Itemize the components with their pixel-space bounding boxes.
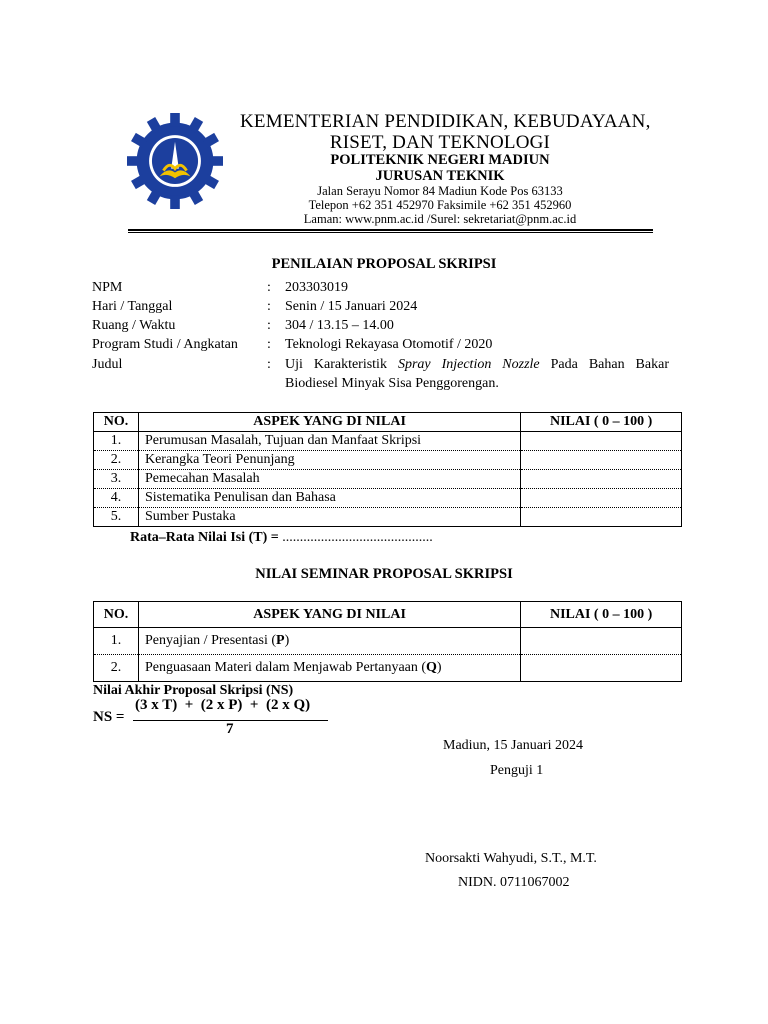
table-row bbox=[94, 628, 682, 655]
average-label: Rata–Rata Nilai Isi (T) = bbox=[130, 530, 279, 545]
ns-symbol: NS = bbox=[93, 709, 125, 725]
section-title-penilaian: PENILAIAN PROPOSAL SKRIPSI bbox=[271, 256, 497, 272]
row-number: 5. bbox=[94, 508, 139, 527]
title-label: Judul bbox=[92, 357, 123, 372]
room-value: 304 / 13.15 – 14.00 bbox=[285, 318, 394, 333]
row-score-cell[interactable] bbox=[521, 470, 682, 489]
npm-label: NPM bbox=[92, 280, 123, 295]
date-label: Hari / Tanggal bbox=[92, 299, 173, 314]
row-score-cell[interactable] bbox=[521, 489, 682, 508]
ministry-line-1: KEMENTERIAN PENDIDIKAN, KEBUDAYAAN, bbox=[240, 111, 651, 132]
row-score-cell[interactable] bbox=[521, 508, 682, 527]
aspect-text: ) bbox=[284, 633, 290, 648]
col-header-aspect: ASPEK YANG DI NILAI bbox=[138, 602, 520, 628]
letterhead-rule-thin bbox=[128, 232, 653, 233]
section-title-seminar: NILAI SEMINAR PROPOSAL SKRIPSI bbox=[255, 566, 513, 582]
date-value: Senin / 15 Januari 2024 bbox=[285, 299, 418, 314]
department-name: JURUSAN TEKNIK bbox=[375, 168, 505, 184]
institution-name: POLITEKNIK NEGERI MADIUN bbox=[330, 152, 550, 168]
row-score-cell[interactable] bbox=[521, 451, 682, 470]
table-row bbox=[94, 470, 682, 489]
politeknik-negeri-madiun-logo bbox=[127, 113, 223, 209]
col-header-no: NO. bbox=[94, 413, 139, 432]
row-score-cell[interactable] bbox=[521, 628, 682, 655]
formula-denominator: 7 bbox=[226, 721, 234, 737]
assessment-table bbox=[93, 412, 682, 527]
aspect-symbol: Q bbox=[426, 660, 437, 675]
row-score-cell[interactable] bbox=[521, 655, 682, 682]
table-row bbox=[94, 655, 682, 682]
row-aspect: Sumber Pustaka bbox=[138, 508, 520, 527]
table-row bbox=[94, 508, 682, 527]
npm-row bbox=[92, 280, 672, 299]
thesis-title-part: Pada Bahan Bakar bbox=[539, 357, 669, 372]
aspect-text: ) bbox=[436, 660, 442, 675]
examiner-name: Noorsakti Wahyudi, S.T., M.T. bbox=[425, 851, 597, 866]
table-row bbox=[94, 451, 682, 470]
program-label: Program Studi / Angkatan bbox=[92, 337, 238, 352]
npm-value: 203303019 bbox=[285, 280, 348, 295]
program-row bbox=[92, 337, 672, 356]
aspect-symbol: P bbox=[276, 633, 285, 648]
colon: : bbox=[267, 357, 271, 372]
address-line: Jalan Serayu Nomor 84 Madiun Kode Pos 63133 bbox=[317, 184, 563, 198]
table-row bbox=[94, 489, 682, 508]
thesis-title-part: Uji Karakteristik bbox=[285, 357, 398, 372]
row-aspect bbox=[138, 628, 520, 655]
seminar-table bbox=[93, 601, 682, 682]
title-row bbox=[92, 357, 672, 397]
col-header-no: NO. bbox=[94, 602, 139, 628]
row-number: 2. bbox=[94, 451, 139, 470]
colon: : bbox=[267, 280, 271, 295]
col-header-score: NILAI ( 0 – 100 ) bbox=[521, 413, 682, 432]
row-number: 2. bbox=[94, 655, 139, 682]
average-dots: ........................................... bbox=[282, 530, 433, 545]
row-number: 4. bbox=[94, 489, 139, 508]
formula-numerator: (3 x T) + (2 x P) + (2 x Q) bbox=[135, 697, 311, 713]
row-number: 1. bbox=[94, 628, 139, 655]
row-aspect bbox=[138, 655, 520, 682]
final-score-label: Nilai Akhir Proposal Skripsi (NS) bbox=[93, 683, 294, 698]
row-score-cell[interactable] bbox=[521, 432, 682, 451]
letterhead-rule bbox=[128, 229, 653, 231]
row-number: 1. bbox=[94, 432, 139, 451]
aspect-text: Penyajian / Presentasi ( bbox=[144, 633, 276, 648]
col-header-score: NILAI ( 0 – 100 ) bbox=[521, 602, 682, 628]
thesis-title-italic: Spray Injection Nozzle bbox=[397, 357, 540, 372]
sign-place-date: Madiun, 15 Januari 2024 bbox=[443, 738, 583, 753]
colon: : bbox=[267, 299, 271, 314]
sign-role: Penguji 1 bbox=[490, 763, 544, 778]
row-aspect: Sistematika Penulisan dan Bahasa bbox=[138, 489, 520, 508]
row-aspect: Pemecahan Masalah bbox=[138, 470, 520, 489]
phone-line: Telepon +62 351 452970 Faksimile +62 351 452960 bbox=[308, 198, 572, 212]
aspect-text: Penguasaan Materi dalam Menjawab Pertanyaan ( bbox=[144, 660, 427, 675]
table-row bbox=[94, 432, 682, 451]
thesis-title-line-2: Biodiesel Minyak Sisa Penggorengan. bbox=[285, 376, 499, 391]
colon: : bbox=[267, 318, 271, 333]
program-value: Teknologi Rekayasa Otomotif / 2020 bbox=[285, 337, 493, 352]
thesis-title-line-1 bbox=[285, 357, 669, 373]
row-aspect: Kerangka Teori Penunjang bbox=[138, 451, 520, 470]
average-line bbox=[130, 530, 433, 546]
date-row bbox=[92, 299, 672, 318]
col-header-aspect: ASPEK YANG DI NILAI bbox=[138, 413, 520, 432]
colon: : bbox=[267, 337, 271, 352]
row-number: 3. bbox=[94, 470, 139, 489]
ministry-line-2: RISET, DAN TEKNOLOGI bbox=[329, 132, 551, 153]
room-label: Ruang / Waktu bbox=[92, 318, 176, 333]
examiner-nidn: NIDN. 0711067002 bbox=[458, 875, 570, 890]
row-aspect: Perumusan Masalah, Tujuan dan Manfaat Skripsi bbox=[138, 432, 520, 451]
web-line: Laman: www.pnm.ac.id /Surel: sekretariat@pnm.ac.id bbox=[303, 212, 577, 226]
room-row bbox=[92, 318, 672, 337]
